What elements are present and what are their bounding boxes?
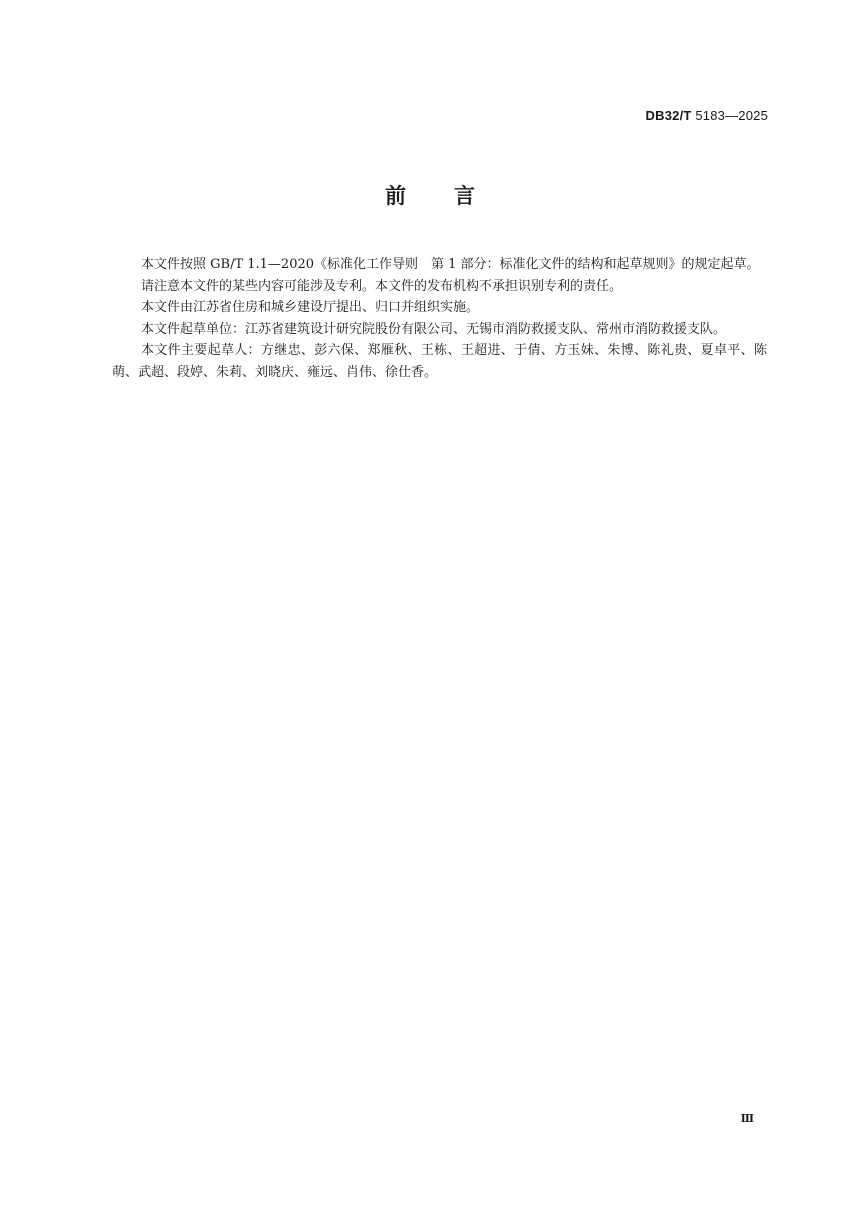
paragraph-drafting-rules: 本文件按照 GB/T 1.1—2020《标准化工作导则 第 1 部分：标准化文件的结构和起草规则》的规定起草。 [141, 257, 760, 272]
document-code-number: 5183—2025 [691, 108, 768, 123]
foreword-body [112, 254, 767, 383]
document-code [646, 108, 768, 123]
paragraph-drafting-units: 本文件起草单位：江苏省建筑设计研究院股份有限公司、无锡市消防救援支队、常州市消防救援支队。 [141, 321, 727, 337]
paragraph-proposer: 本文件由江苏省住房和城乡建设厅提出、归口并组织实施。 [141, 300, 480, 315]
paragraph-patent-notice: 请注意本文件的某些内容可能涉及专利。本文件的发布机构不承担识别专利的责任。 [141, 278, 623, 294]
page-title [0, 180, 860, 210]
page-title-char-1: 前 [385, 184, 406, 208]
paragraph-drafters: 本文件主要起草人：方继忠、彭六保、郑雁秋、王栋、王超进、于倩、方玉妹、朱博、陈礼贵、夏卓平、陈萌、武超、段婷、朱莉、刘晓庆、雍远、肖伟、徐仕香。 [112, 343, 767, 380]
document-code-prefix: DB32/T [645, 108, 692, 123]
page-title-char-2: 言 [454, 184, 475, 208]
page-number: Ⅲ [740, 1112, 754, 1125]
